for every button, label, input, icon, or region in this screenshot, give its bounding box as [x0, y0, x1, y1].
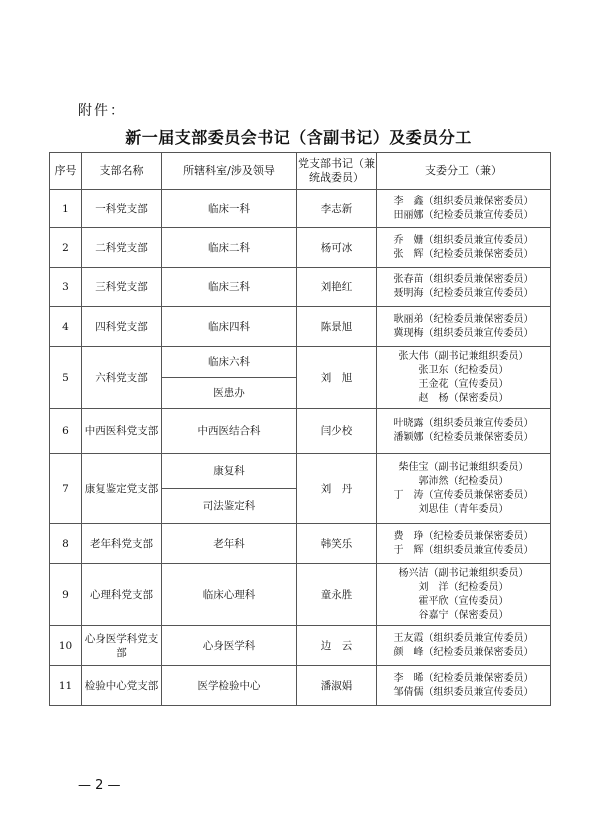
branch-name: 三科党支部: [82, 268, 162, 307]
secretary-name: 刘艳红: [297, 268, 377, 307]
duty-line: 霍平欣（宣传委员）: [418, 595, 509, 607]
duty-line: 聂明海（纪检委员兼宣传委员）: [393, 288, 534, 299]
secretary-name: 韩笑乐: [297, 524, 377, 564]
secretary-name: 杨可冰: [297, 228, 377, 268]
branch-name: 二科党支部: [82, 228, 162, 268]
duty-line: 潘颖娜（纪检委员兼保密委员）: [393, 432, 534, 443]
duty-line: 郭沛然（纪检委员）: [418, 475, 509, 487]
department: 中西医结合科: [162, 409, 297, 454]
duty-line: 田丽娜（纪检委员兼宣传委员）: [393, 209, 534, 221]
row-number: 7: [50, 454, 82, 524]
duty-line: 刘思佳（青年委员）: [418, 503, 509, 515]
duties-cell: [377, 347, 551, 409]
table-row: [50, 228, 551, 268]
table-row: [50, 268, 551, 307]
header-duties: 支委分工（兼）: [377, 153, 551, 190]
department: 司法鉴定科: [162, 489, 297, 524]
row-number: 11: [50, 666, 82, 706]
duties-cell: [377, 228, 551, 268]
duty-line: 乔 姗（组织委员兼宣传委员）: [393, 234, 534, 246]
row-number: 8: [50, 524, 82, 564]
department: 心身医学科: [162, 626, 297, 666]
duties-cell: [377, 524, 551, 564]
header-secretary: 党支部书记（兼统战委员）: [297, 153, 377, 190]
department: 医学检验中心: [162, 666, 297, 706]
branch-name: 康复鉴定党支部: [82, 454, 162, 524]
attachment-label: 附件：: [78, 103, 126, 119]
duties-cell: [377, 454, 551, 524]
duties-cell: [377, 626, 551, 666]
duties-cell: [377, 409, 551, 454]
table-row: [50, 409, 551, 454]
duty-line: 柴佳宝（副书记兼组织委员）: [398, 461, 529, 473]
duty-line: 张大伟（副书记兼组织委员）: [398, 350, 529, 362]
document-title: 新一届支部委员会书记（含副书记）及委员分工: [125, 128, 472, 147]
table-row: [50, 524, 551, 564]
duty-line: 张春苗（组织委员兼保密委员）: [393, 274, 534, 285]
department: 老年科: [162, 524, 297, 564]
department: 临床六科: [162, 347, 297, 378]
header-departments: 所辖科室/涉及领导: [162, 153, 297, 190]
row-number: 9: [50, 564, 82, 626]
duties-cell: [377, 190, 551, 228]
department: 康复科: [162, 454, 297, 489]
table-row: [50, 626, 551, 666]
branch-name: 心身医学科党支部: [82, 626, 162, 666]
table-row: [50, 454, 551, 489]
branch-name: 一科党支部: [82, 190, 162, 228]
duty-line: 王金花（宣传委员）: [418, 378, 509, 390]
duty-line: 杨兴洁（副书记兼组织委员）: [398, 567, 529, 579]
header-no: 序号: [50, 153, 82, 190]
secretary-name: 闫少校: [297, 409, 377, 454]
duty-line: 李 晞（纪检委员兼保密委员）: [393, 672, 534, 684]
branch-name: 老年科党支部: [82, 524, 162, 564]
duty-line: 丁 涛（宣传委员兼保密委员）: [393, 489, 534, 501]
header-branch: 支部名称: [82, 153, 162, 190]
table-row: [50, 307, 551, 347]
duties-cell: [377, 666, 551, 706]
department: 临床三科: [162, 268, 297, 307]
duty-line: 谷嘉宁（保密委员）: [418, 609, 509, 621]
duty-line: 冀现梅（组织委员兼宣传委员）: [393, 327, 534, 339]
duty-line: 费 琤（纪检委员兼保密委员）: [393, 530, 534, 542]
duty-line: 王友霞（组织委员兼宣传委员）: [393, 632, 534, 644]
page-number: — 2 —: [78, 778, 121, 793]
table-row: [50, 564, 551, 626]
table-row: [50, 190, 551, 228]
duty-line: 张 辉（纪检委员兼保密委员）: [393, 248, 534, 260]
department: 临床心理科: [162, 564, 297, 626]
duty-line: 张卫东（纪检委员）: [418, 364, 509, 376]
secretary-name: 潘淑娟: [297, 666, 377, 706]
secretary-name: 童永胜: [297, 564, 377, 626]
secretary-name: 李志新: [297, 190, 377, 228]
table-row: [50, 347, 551, 378]
row-number: 2: [50, 228, 82, 268]
secretary-name: 陈景旭: [297, 307, 377, 347]
department: 临床二科: [162, 228, 297, 268]
duty-line: 邹倩儒（组织委员兼宣传委员）: [393, 686, 534, 698]
duty-line: 李 鑫（组织委员兼保密委员）: [393, 195, 534, 207]
department: 临床四科: [162, 307, 297, 347]
row-number: 1: [50, 190, 82, 228]
duty-line: 颜 峰（纪检委员兼保密委员）: [393, 646, 534, 658]
secretary-name: 刘 丹: [297, 454, 377, 524]
branch-name: 心理科党支部: [82, 564, 162, 626]
secretary-name: 边 云: [297, 626, 377, 666]
duty-line: 耿丽弟（纪检委员兼保密委员）: [393, 313, 534, 325]
row-number: 4: [50, 307, 82, 347]
branch-name: 四科党支部: [82, 307, 162, 347]
branch-name: 六科党支部: [82, 347, 162, 409]
duties-cell: [377, 564, 551, 626]
duty-line: 刘 洋（纪检委员）: [418, 581, 509, 593]
duty-line: 叶晓露（组织委员兼宣传委员）: [393, 418, 534, 429]
row-number: 6: [50, 409, 82, 454]
secretary-name: 刘 旭: [297, 347, 377, 409]
department: 医患办: [162, 378, 297, 409]
row-number: 5: [50, 347, 82, 409]
duty-line: 赵 杨（保密委员）: [418, 392, 509, 404]
row-number: 10: [50, 626, 82, 666]
duties-cell: [377, 307, 551, 347]
assignment-table: [49, 152, 551, 706]
branch-name: 检验中心党支部: [82, 666, 162, 706]
duty-line: 于 辉（组织委员兼宣传委员）: [393, 544, 534, 556]
department: 临床一科: [162, 190, 297, 228]
branch-name: 中西医科党支部: [82, 409, 162, 454]
duties-cell: [377, 268, 551, 307]
row-number: 3: [50, 268, 82, 307]
table-body: [50, 190, 551, 706]
table-header-row: [50, 153, 551, 190]
table-row: [50, 666, 551, 706]
